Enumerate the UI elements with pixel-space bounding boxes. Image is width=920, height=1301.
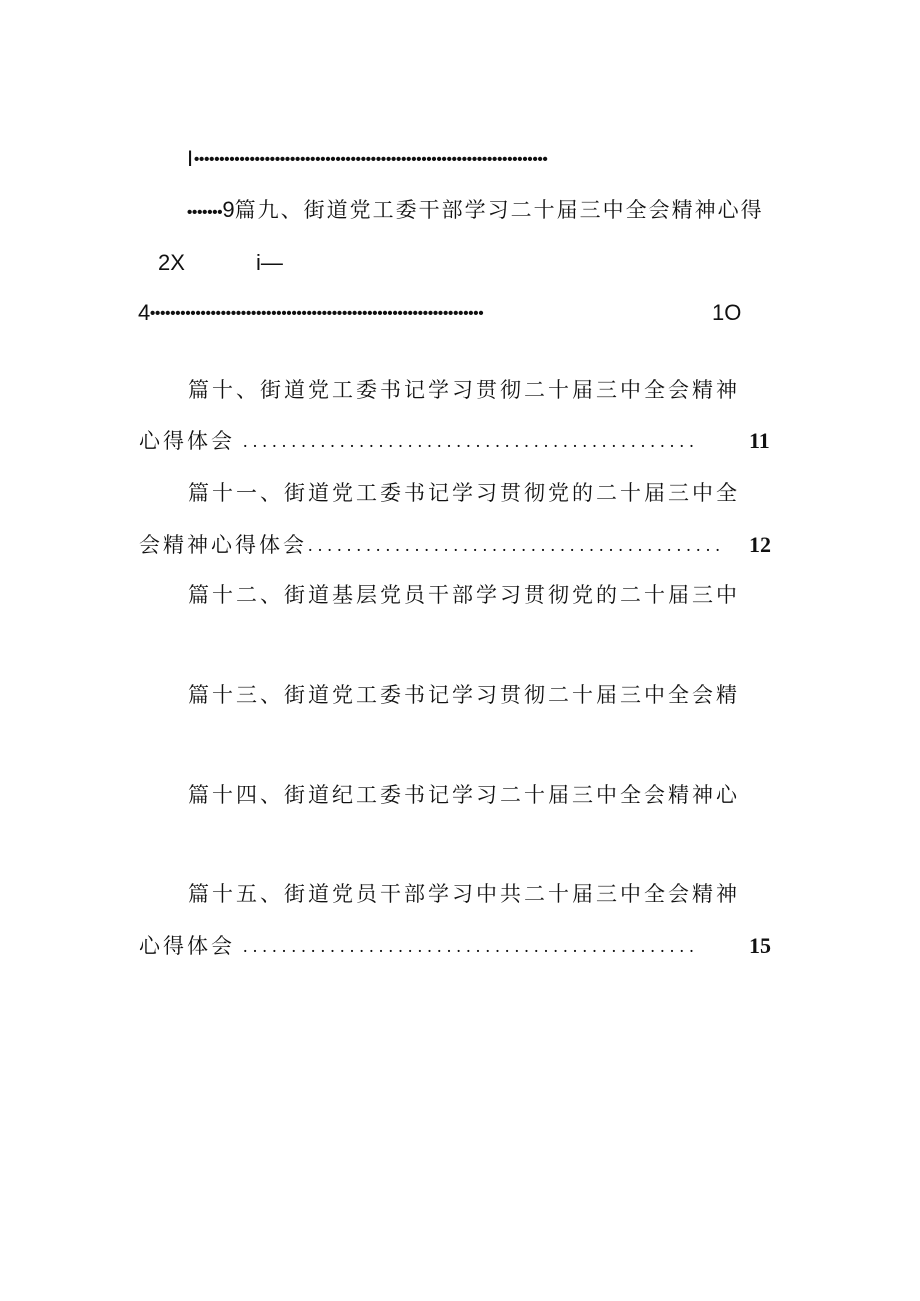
toc-fragment-4-dots: •••••••••••••••••••••••••••••••••••••••••••••••••••••••••••••••••• [150, 306, 484, 321]
toc-entry-title: 篇九、街道党工委干部学习二十届三中全会精神心得 [234, 198, 764, 222]
toc-fragment-3-right: i— [256, 250, 283, 275]
toc-fragment-4-lead: 4 [138, 300, 151, 325]
toc-fragment-1 [187, 148, 193, 170]
fragment-lead: I [187, 146, 194, 171]
fragment-page-number: 9 [222, 197, 235, 222]
toc-entry-11-leader: ........................................... [308, 536, 726, 554]
toc-fragment-3-left: 2X [158, 250, 185, 275]
toc-entry-15-leader: ............................................... [243, 937, 699, 955]
toc-entry-15-line2: 心得体会 [139, 934, 235, 958]
toc-entry-10-page: 11 [749, 428, 770, 453]
toc-fragment-4-page: 1O [712, 300, 742, 325]
toc-entry-12-line1: 篇十二、街道基层党员干部学习贯彻党的二十届三中 [188, 583, 740, 607]
toc-entry-11-page: 12 [749, 532, 771, 557]
fragment-dots: ••••••• [187, 204, 223, 221]
toc-entry-15-line1: 篇十五、街道党员干部学习中共二十届三中全会精神 [188, 882, 740, 906]
toc-entry-10-leader: ............................................... [243, 432, 699, 450]
toc-fragment-2 [187, 199, 764, 221]
toc-entry-10-line1: 篇十、街道党工委书记学习贯彻二十届三中全会精神 [188, 378, 740, 402]
toc-fragment-1-dots: •••••••••••••••••••••••••••••••••••••••••••••••••••••••••••••••••••••• [194, 152, 548, 167]
toc-entry-11-line1: 篇十一、街道党工委书记学习贯彻党的二十届三中全 [188, 481, 740, 505]
toc-entry-14-line1: 篇十四、街道纪工委书记学习二十届三中全会精神心 [188, 783, 740, 807]
toc-entry-11-line2: 会精神心得体会 [139, 533, 307, 557]
toc-entry-15-page: 15 [749, 933, 771, 958]
toc-entry-10-line2: 心得体会 [139, 429, 235, 453]
toc-entry-13-line1: 篇十三、街道党工委书记学习贯彻二十届三中全会精 [188, 683, 740, 707]
